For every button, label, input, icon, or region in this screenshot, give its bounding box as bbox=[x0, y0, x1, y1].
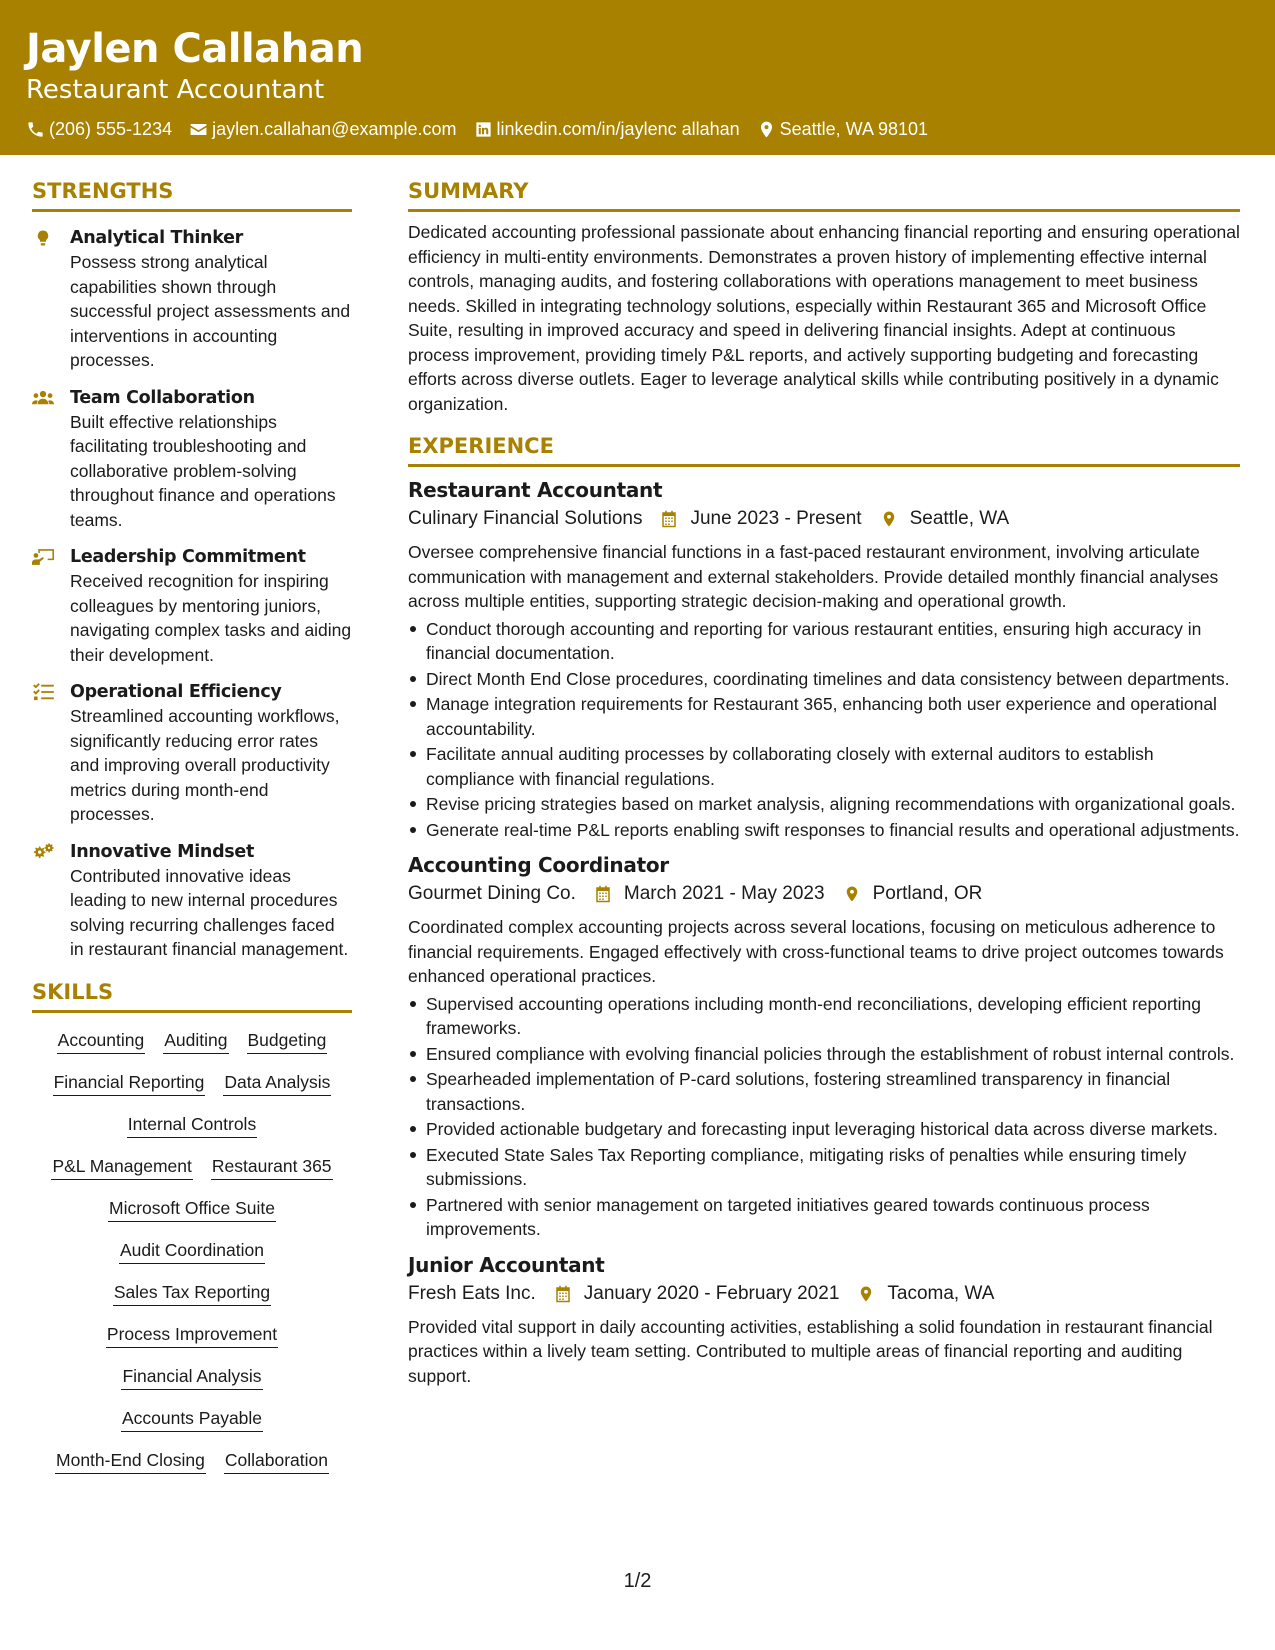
dates-text: June 2023 - Present bbox=[690, 508, 862, 529]
candidate-name: Jaylen Callahan bbox=[26, 26, 364, 72]
bullet-text: Manage integration requirements for Restaurant 365, enhancing both user experience and operational accountability. bbox=[426, 694, 1217, 739]
skills-row bbox=[32, 1071, 352, 1096]
strength-text: Possess strong analytical capabilities shown through successful project assessments and interventions in accounting processes. bbox=[70, 252, 351, 370]
company-text: Fresh Eats Inc. bbox=[408, 1282, 536, 1304]
map-pin-icon bbox=[857, 1285, 875, 1303]
skill-tag: Audit Coordination bbox=[119, 1239, 265, 1264]
bullet-text: Ensured compliance with evolving financial policies through the establishment of robust internal controls. bbox=[426, 1043, 1235, 1064]
calendar-icon bbox=[594, 885, 612, 903]
contact-email[interactable] bbox=[189, 119, 456, 140]
skill-tag: Financial Analysis bbox=[121, 1365, 262, 1390]
job-dates bbox=[594, 881, 825, 907]
experience-heading: EXPERIENCE bbox=[408, 433, 1240, 467]
location-text: Seattle, WA 98101 bbox=[779, 119, 929, 139]
location-text: Tacoma, WA bbox=[887, 1282, 995, 1304]
list-item bbox=[408, 667, 1240, 692]
contact-phone[interactable] bbox=[26, 119, 172, 140]
strength-item bbox=[32, 386, 352, 533]
bullet-text: Conduct thorough accounting and reporting for various restaurant entities, ensuring high accuracy in financial documentation. bbox=[426, 618, 1202, 663]
job-entry bbox=[408, 1251, 1240, 1389]
bullet-text: Partnered with senior management on targeted initiatives geared towards continuous process improvements. bbox=[426, 1194, 1150, 1239]
map-pin-icon bbox=[843, 885, 861, 903]
strength-title: Analytical Thinker bbox=[70, 228, 243, 248]
bullet-text: Supervised accounting operations including month-end reconciliations, developing efficient reporting frameworks. bbox=[426, 993, 1202, 1038]
company-text: Culinary Financial Solutions bbox=[408, 508, 643, 529]
job-entry bbox=[408, 476, 1240, 842]
bullet-text: Executed State Sales Tax Reporting compliance, mitigating risks of penalties while ensuring timely submissions. bbox=[426, 1144, 1187, 1189]
skill-tag: Collaboration bbox=[224, 1449, 329, 1474]
skills-row bbox=[32, 1281, 352, 1306]
job-company bbox=[408, 506, 642, 532]
list-item bbox=[408, 1042, 1240, 1067]
left-column bbox=[32, 178, 352, 1491]
strength-item bbox=[32, 226, 352, 373]
job-title: Junior Accountant bbox=[408, 1252, 605, 1277]
linkedin-text: linkedin.com/in/jaylenc allahan bbox=[496, 119, 740, 139]
skill-tag: Sales Tax Reporting bbox=[113, 1281, 271, 1306]
strength-item bbox=[32, 545, 352, 667]
skill-tag: Budgeting bbox=[247, 1029, 328, 1054]
job-location bbox=[880, 506, 1010, 532]
job-title: Restaurant Accountant bbox=[408, 478, 663, 502]
summary-text: Dedicated accounting professional passionate about enhancing financial reporting and ensuring operational efficiency in multi-entity environments. Demonstrates a proven history of implementing effective internal controls, managing audits, and fostering collaborations with operations management to meet business needs. Skilled in integrating technology solutions, especially within Restaurant 365 and Microsoft Office Suite, resulting in improved accuracy and speed in delivering financial insights. Adept at continuous process improvement, providing timely P&L reports, and actively supporting budgeting and forecasting efforts across diverse outlets. Eager to leverage analytical skills while contributing positively in a dynamic organization. bbox=[408, 222, 1240, 414]
skills-row bbox=[32, 1449, 352, 1474]
strength-title: Innovative Mindset bbox=[70, 841, 255, 862]
strength-item bbox=[32, 840, 352, 962]
right-column bbox=[408, 178, 1240, 1388]
strength-text: Received recognition for inspiring colleagues by mentoring juniors, navigating complex tasks and aiding their development. bbox=[70, 571, 352, 665]
skill-tag: Internal Controls bbox=[127, 1113, 257, 1138]
job-company bbox=[408, 881, 576, 907]
bullet-text: Generate real-time P&L reports enabling swift responses to financial results and operational adjustments. bbox=[426, 819, 1240, 840]
job-meta bbox=[408, 1281, 1240, 1307]
skill-tag: P&L Management bbox=[51, 1155, 192, 1180]
job-description: Coordinated complex accounting projects across several locations, focusing on meticulous adherence to financial requirements. Engaged effectively with cross-functional teams to drive project outcomes towards enhanced operational practices. bbox=[408, 917, 1224, 986]
skills-heading: SKILLS bbox=[32, 979, 352, 1013]
bullet-text: Direct Month End Close procedures, coordinating timelines and data consistency between departments. bbox=[426, 668, 1230, 689]
skill-tag: Microsoft Office Suite bbox=[108, 1197, 276, 1222]
skill-tag: Accounts Payable bbox=[121, 1407, 263, 1432]
bullet-text: Provided actionable budgetary and forecasting input leveraging historical data across diverse markets. bbox=[426, 1119, 1218, 1139]
strength-title: Team Collaboration bbox=[70, 387, 255, 408]
list-item bbox=[408, 1067, 1240, 1116]
skill-tag: Accounting bbox=[57, 1029, 146, 1054]
job-company bbox=[408, 1281, 536, 1307]
skills-row bbox=[32, 1197, 352, 1222]
list-item bbox=[408, 992, 1240, 1041]
job-title: Accounting Coordinator bbox=[408, 853, 669, 877]
gears-icon bbox=[32, 843, 54, 861]
skill-tag: Data Analysis bbox=[223, 1071, 331, 1096]
skills-row bbox=[32, 1239, 352, 1264]
list-check-icon bbox=[32, 683, 54, 701]
skill-tag: Financial Reporting bbox=[53, 1071, 206, 1096]
strengths-heading: STRENGTHS bbox=[32, 178, 352, 212]
job-description: Oversee comprehensive financial functions in a fast-paced restaurant environment, involving articulate communication with management and external stakeholders. Provide detailed monthly financial analyses across multiple entities, supporting strategic decision-making and operational growth. bbox=[408, 542, 1219, 611]
skills-row bbox=[32, 1029, 352, 1054]
strength-title: Operational Efficiency bbox=[70, 682, 282, 702]
job-dates bbox=[554, 1281, 840, 1307]
users-icon bbox=[32, 389, 54, 407]
skill-tag: Restaurant 365 bbox=[211, 1155, 333, 1180]
job-meta bbox=[408, 881, 1240, 907]
skills-list bbox=[32, 1029, 352, 1474]
list-item bbox=[408, 617, 1240, 666]
bullet-text: Spearheaded implementation of P-card solutions, fostering streamlined transparency in financial transactions. bbox=[426, 1069, 1171, 1114]
lightbulb-icon bbox=[32, 229, 54, 247]
skill-tag: Auditing bbox=[163, 1029, 228, 1054]
skills-row bbox=[32, 1365, 352, 1390]
chalkboard-teacher-icon bbox=[32, 548, 54, 566]
experience-list bbox=[408, 476, 1240, 1388]
bullet-text: Revise pricing strategies based on market analysis, aligning recommendations with organizational goals. bbox=[426, 794, 1236, 814]
list-item bbox=[408, 792, 1240, 817]
skill-tag: Month-End Closing bbox=[55, 1449, 206, 1474]
skills-row bbox=[32, 1323, 352, 1348]
location-text: Portland, OR bbox=[872, 883, 983, 904]
contact-linkedin[interactable] bbox=[474, 119, 740, 140]
strength-text: Built effective relationships facilitating troubleshooting and collaborative problem-solving throughout finance and operations teams. bbox=[70, 411, 336, 530]
phone-icon bbox=[26, 120, 45, 139]
contact-bar bbox=[26, 119, 1249, 140]
job-location bbox=[843, 881, 983, 907]
skills-row bbox=[32, 1407, 352, 1432]
bullet-text: Facilitate annual auditing processes by collaborating closely with external auditors to establish compliance with financial regulations. bbox=[426, 744, 1154, 789]
company-text: Gourmet Dining Co. bbox=[408, 883, 576, 904]
candidate-role: Restaurant Accountant bbox=[26, 75, 325, 105]
skills-row bbox=[32, 1155, 352, 1180]
strength-item bbox=[32, 680, 352, 827]
list-item bbox=[408, 1193, 1240, 1242]
calendar-icon bbox=[554, 1285, 572, 1303]
job-dates bbox=[660, 506, 861, 532]
map-pin-icon bbox=[880, 510, 898, 528]
strength-title: Leadership Commitment bbox=[70, 547, 306, 567]
location-text: Seattle, WA bbox=[909, 508, 1010, 529]
list-item bbox=[408, 818, 1240, 843]
phone-text: (206) 555-1234 bbox=[49, 119, 173, 139]
dates-text: March 2021 - May 2023 bbox=[623, 883, 825, 904]
strength-text: Streamlined accounting workflows, significantly reducing error rates and improving overall productivity metrics during month-end processes. bbox=[70, 706, 340, 824]
calendar-icon bbox=[660, 510, 678, 528]
job-bullets bbox=[408, 992, 1240, 1242]
strengths-list bbox=[32, 226, 352, 962]
list-item bbox=[408, 692, 1240, 741]
strength-text: Contributed innovative ideas leading to new internal procedures solving recurring challenges faced in restaurant financial management. bbox=[70, 865, 349, 959]
page-number: 1/2 bbox=[623, 1570, 652, 1592]
list-item bbox=[408, 742, 1240, 791]
list-item bbox=[408, 1143, 1240, 1192]
list-item bbox=[408, 1117, 1240, 1142]
skill-tag: Process Improvement bbox=[106, 1323, 278, 1348]
resume-header bbox=[0, 0, 1275, 155]
contact-location bbox=[757, 119, 928, 140]
envelope-icon bbox=[189, 120, 208, 139]
job-meta bbox=[408, 506, 1240, 532]
skills-row bbox=[32, 1113, 352, 1138]
job-bullets bbox=[408, 617, 1240, 843]
dates-text: January 2020 - February 2021 bbox=[583, 1282, 840, 1304]
summary-heading: SUMMARY bbox=[408, 178, 1240, 212]
email-text: jaylen.callahan@example.com bbox=[212, 119, 457, 139]
map-pin-icon bbox=[757, 120, 776, 139]
job-description: Provided vital support in daily accounting activities, establishing a solid foundation in restaurant financial practices within a lively team setting. Contributed to multiple areas of financial reporting and auditing support. bbox=[408, 1316, 1213, 1386]
job-entry bbox=[408, 851, 1240, 1242]
job-location bbox=[857, 1281, 994, 1307]
linkedin-icon bbox=[474, 120, 493, 139]
